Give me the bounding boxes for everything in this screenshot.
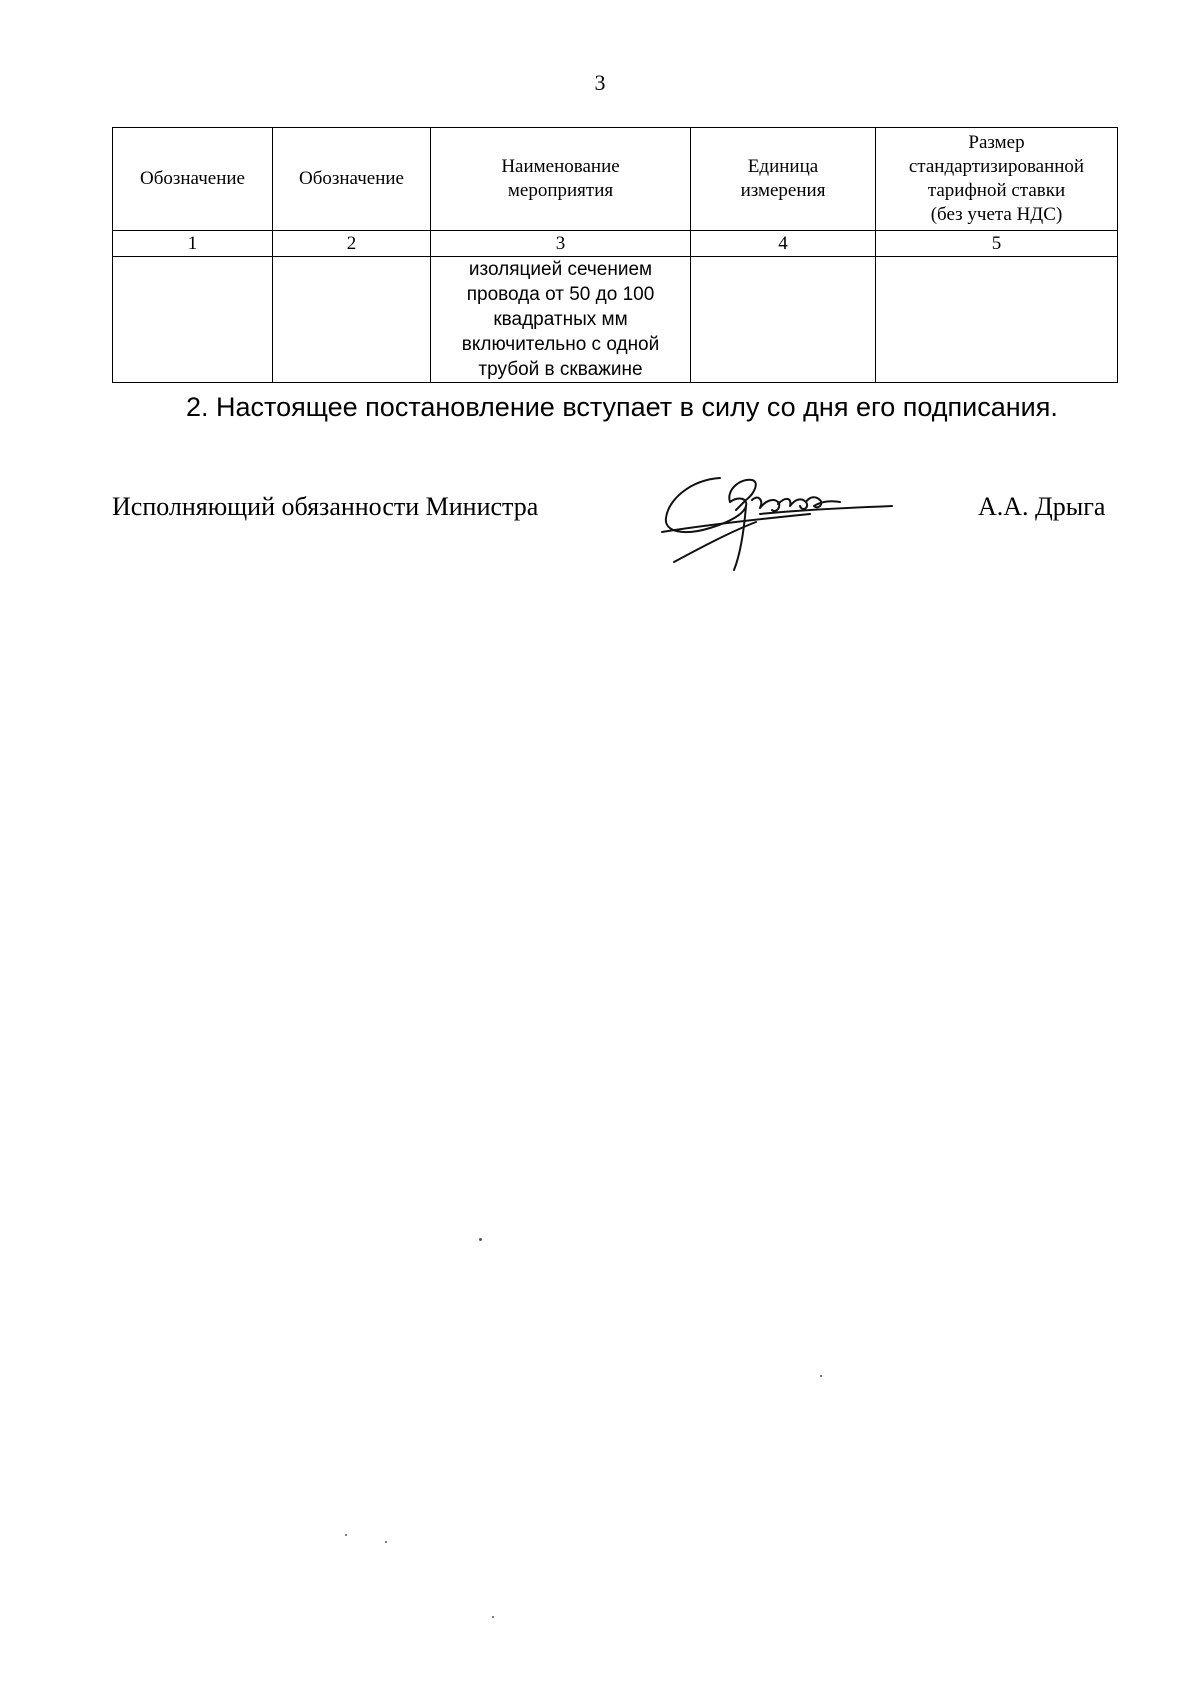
header-designation-1: Обозначение [113, 128, 273, 231]
cell-designation-1 [113, 257, 273, 383]
scan-speck [492, 1616, 494, 1618]
scan-speck [820, 1375, 822, 1377]
header-designation-2: Обозначение [273, 128, 431, 231]
signer-name: А.А. Дрыга [978, 492, 1106, 521]
table-row [113, 257, 1118, 383]
scan-speck [385, 1541, 387, 1543]
column-number: 1 [113, 231, 273, 257]
header-unit: Единица измерения [691, 128, 876, 231]
column-number: 5 [876, 231, 1118, 257]
signer-title: Исполняющий обязанности Министра [112, 492, 539, 521]
table-header-row [113, 128, 1118, 231]
handwritten-signature-icon [660, 470, 910, 575]
page-number: 3 [594, 70, 606, 95]
clause-effective-date: 2. Настоящее постановление вступает в силу со дня его подписания. [186, 392, 1058, 422]
cell-designation-2 [273, 257, 431, 383]
header-measure-name: Наименование мероприятия [431, 128, 691, 231]
column-number: 3 [431, 231, 691, 257]
column-number: 4 [691, 231, 876, 257]
cell-tariff-rate [876, 257, 1118, 383]
header-tariff-rate: Размер стандартизированной тарифной ставки (без учета НДС) [876, 128, 1118, 231]
cell-measure-name: изоляцией сечением провода от 50 до 100 квадратных мм включительно с одной трубой в скважине [431, 257, 691, 383]
tariff-table [112, 127, 1118, 383]
cell-unit [691, 257, 876, 383]
scan-speck [479, 1238, 482, 1241]
column-number: 2 [273, 231, 431, 257]
scan-speck [345, 1534, 347, 1536]
table-column-numbers-row [113, 231, 1118, 257]
